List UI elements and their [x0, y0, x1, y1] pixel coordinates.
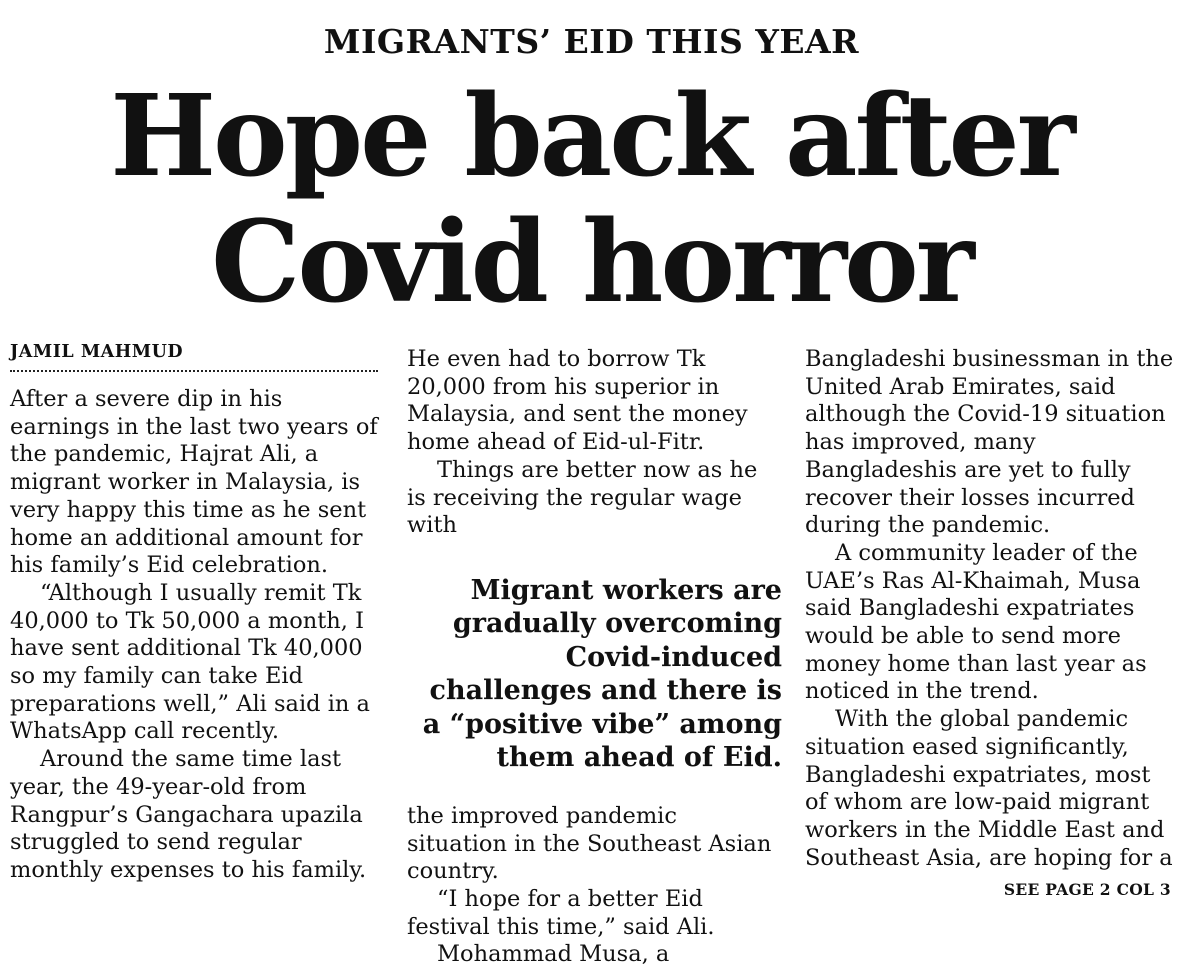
paragraph: He even had to borrow Tk 20,000 from his superior in Malaysia, and sent the money home ahead of Eid-ul-Fitr.	[407, 346, 748, 456]
article-column-1	[10, 340, 385, 885]
paragraph: Things are better now as he is receiving the regular wage with	[407, 456, 758, 539]
paragraph: Bangladeshi businessman in the United Arab Emirates, said although the Covid-19 situation has improved, many Bangladeshis are yet to fully recover their losses incurred during the pandemic.	[805, 346, 1174, 539]
kicker-title: MIGRANTS’ EID THIS YEAR	[323, 22, 860, 61]
headline-line-1: Hope back after	[110, 71, 1073, 202]
paragraph: A community leader of the UAE’s Ras Al-Khaimah, Musa said Bangladeshi expatriates would be able to send more money home than last year as noticed in the trend.	[805, 539, 1147, 705]
byline: JAMIL MAHMUD	[10, 340, 378, 372]
paragraph: “I hope for a better Eid festival this time,” said Ali.	[407, 886, 715, 940]
paragraph: “Although I usually remit Tk 40,000 to Tk 50,000 a month, I have sent additional Tk 40,000 so my family can take Eid preparations well,” Ali said in a WhatsApp call recently.	[10, 579, 370, 745]
headline-line-2: Covid horror	[211, 197, 972, 328]
paragraph: Mohammad Musa, a	[437, 941, 670, 968]
pull-quote: Migrant workers are gradually overcoming Covid-induced challenges and there is a “positive vibe” among them ahead of Eid.	[422, 574, 782, 774]
continued-on-page-link[interactable]: SEE PAGE 2 COL 3	[1003, 880, 1171, 899]
article-column-3	[805, 346, 1175, 872]
paragraph: With the global pandemic situation eased significantly, Bangladeshi expatriates, most of whom are low-paid migrant workers in the Middle East and Southeast Asia, are hoping for a	[805, 706, 1173, 871]
headline	[0, 71, 1183, 328]
paragraph: After a severe dip in his earnings in the last two years of the pandemic, Hajrat Ali, a migrant worker in Malaysia, is very happy this time as he sent home an additional amount for his family’s Eid celebration.	[10, 386, 378, 579]
paragraph: the improved pandemic situation in the Southeast Asian country.	[407, 802, 772, 885]
article-column-2	[407, 346, 782, 969]
paragraph: Around the same time last year, the 49-year-old from Rangpur’s Gangachara upazila struggled to send regular monthly expenses to his family.	[10, 746, 367, 883]
